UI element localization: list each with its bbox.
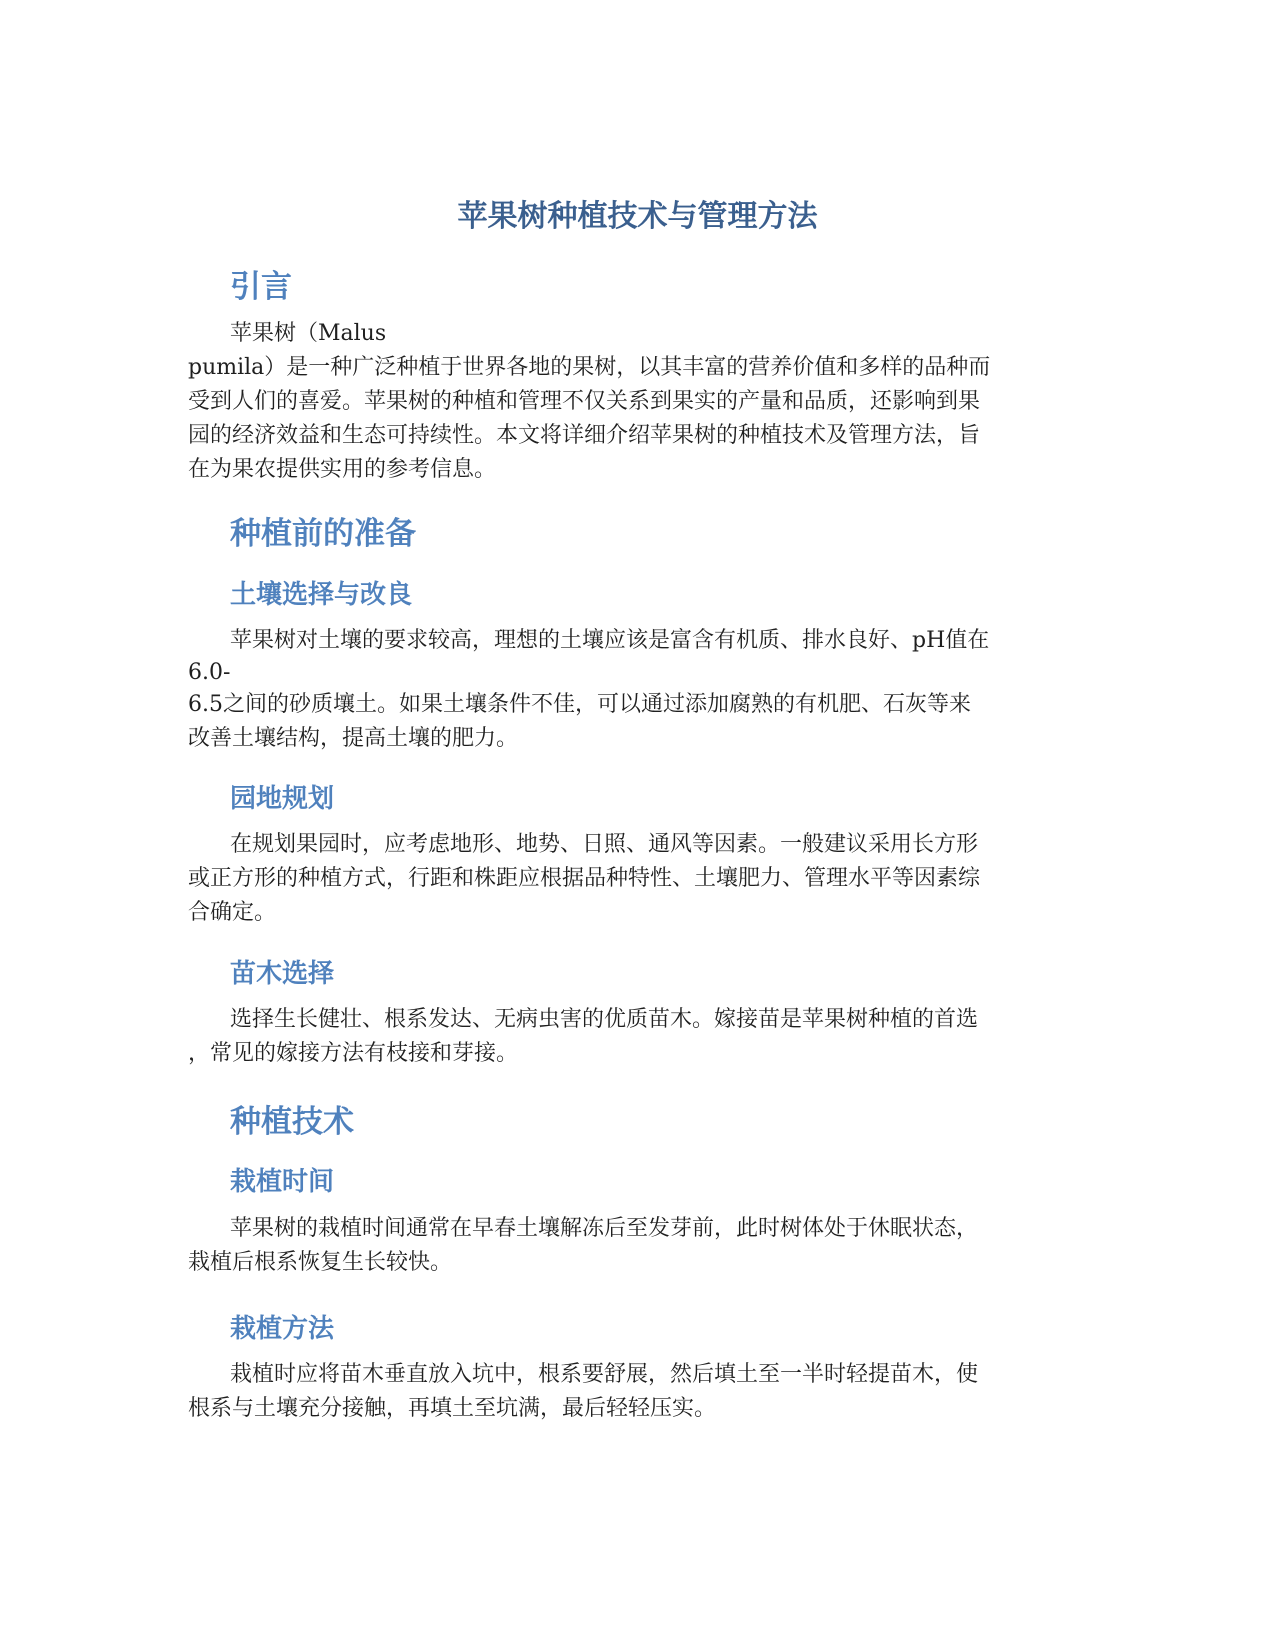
paragraph-line: pumila）是一种广泛种植于世界各地的果树，以其丰富的营养价值和多样的品种而 <box>188 355 991 380</box>
paragraph-line: 改善土壤结构，提高土壤的肥力。 <box>188 726 519 751</box>
section-heading-preparation: 种植前的准备 <box>230 516 416 552</box>
subsection-heading-seedling-selection: 苗木选择 <box>230 959 335 989</box>
paragraph-soil <box>188 624 1088 756</box>
paragraph-planting-method <box>188 1358 1088 1426</box>
paragraph-orchard-planning <box>188 828 1088 930</box>
subsection-heading-soil: 土壤选择与改良 <box>230 580 413 610</box>
paragraph-line: 受到人们的喜爱。苹果树的种植和管理不仅关系到果实的产量和品质，还影响到果 <box>188 389 981 414</box>
paragraph-line: 苹果树的栽植时间通常在早春土壤解冻后至发芽前，此时树体处于休眠状态， <box>230 1216 979 1241</box>
subsection-heading-planting-method: 栽植方法 <box>230 1314 335 1344</box>
paragraph-line: 合确定。 <box>188 900 277 925</box>
section-heading-planting-techniques: 种植技术 <box>230 1104 354 1140</box>
document-title: 苹果树种植技术与管理方法 <box>457 199 818 234</box>
paragraph-line: 选择生长健壮、根系发达、无病虫害的优质苗木。嫁接苗是苹果树种植的首选 <box>230 1007 979 1032</box>
paragraph-line: 或正方形的种植方式，行距和株距应根据品种特性、土壤肥力、管理水平等因素综 <box>188 866 981 891</box>
subsection-heading-planting-time: 栽植时间 <box>230 1167 335 1197</box>
section-heading-introduction: 引言 <box>230 269 292 305</box>
paragraph-introduction <box>188 317 1088 487</box>
paragraph-line: 6.5之间的砂质壤土。如果土壤条件不佳，可以通过添加腐熟的有机肥、石灰等来 <box>188 692 971 717</box>
paragraph-line: 苹果树（Malus <box>230 321 387 346</box>
paragraph-line: 在为果农提供实用的参考信息。 <box>188 457 497 482</box>
paragraph-line: ，常见的嫁接方法有枝接和芽接。 <box>188 1041 519 1066</box>
paragraph-line: 园的经济效益和生态可持续性。本文将详细介绍苹果树的种植技术及管理方法，旨 <box>188 423 981 448</box>
subsection-heading-orchard-planning: 园地规划 <box>230 784 335 814</box>
paragraph-line: 苹果树对土壤的要求较高，理想的土壤应该是富含有机质、排水良好、pH值在 <box>230 628 990 653</box>
paragraph-line: 栽植时应将苗木垂直放入坑中，根系要舒展，然后填土至一半时轻提苗木，使 <box>230 1362 979 1387</box>
paragraph-line: 6.0- <box>188 660 231 685</box>
paragraph-line: 栽植后根系恢复生长较快。 <box>188 1250 453 1275</box>
paragraph-line: 根系与土壤充分接触，再填土至坑满，最后轻轻压实。 <box>188 1396 717 1421</box>
paragraph-planting-time <box>188 1212 1088 1280</box>
paragraph-line: 在规划果园时，应考虑地形、地势、日照、通风等因素。一般建议采用长方形 <box>230 832 979 857</box>
paragraph-seedling-selection <box>188 1003 1088 1071</box>
